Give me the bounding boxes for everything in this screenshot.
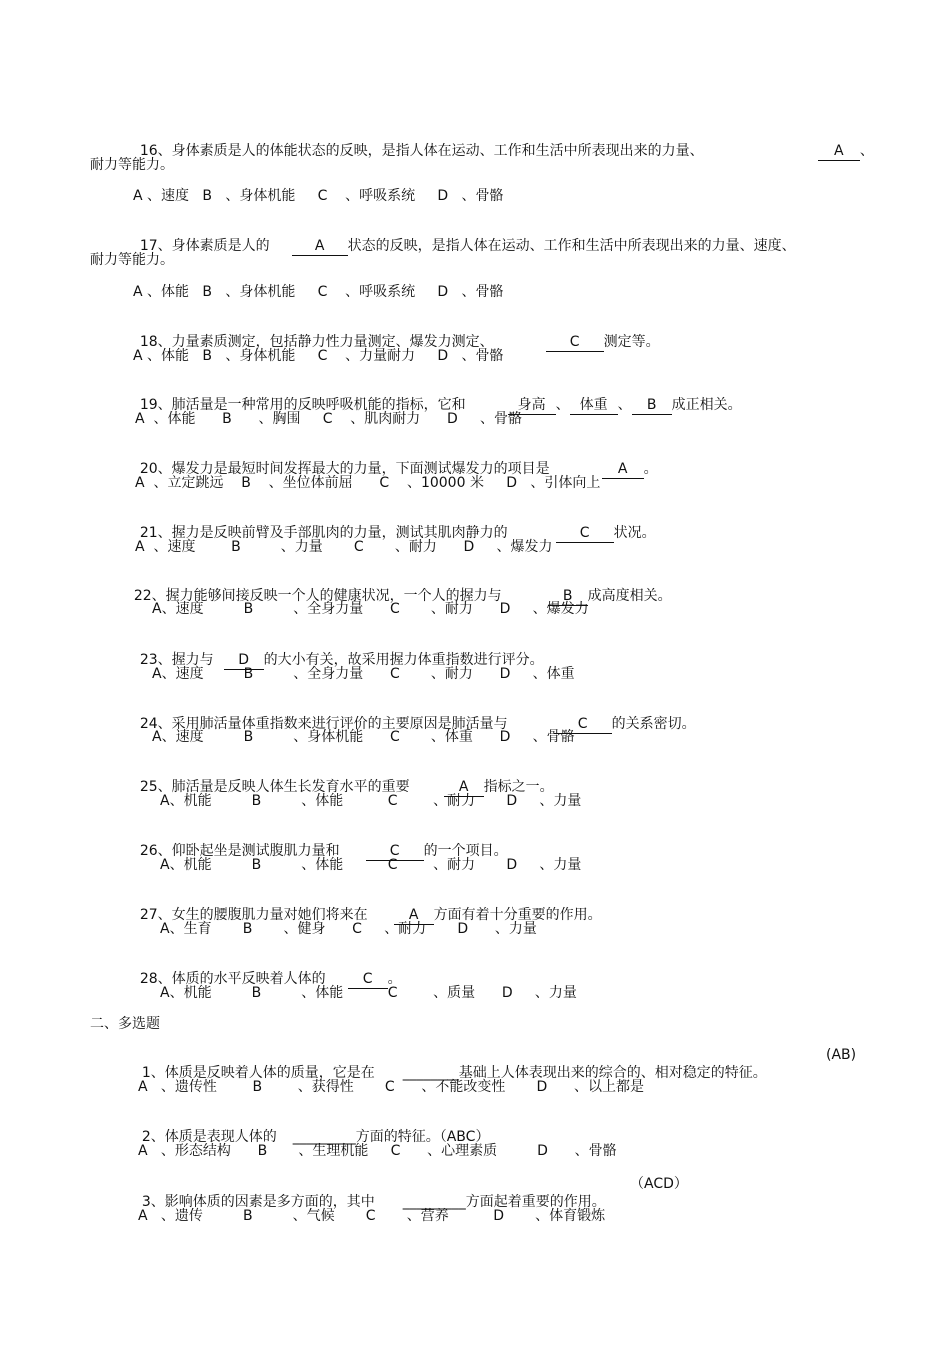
question-18: 18、力量素质测定，包括静力性力量测定、爆发力测定、 C 测定等。 (139, 334, 660, 350)
question-22-options: A、速度 B 、全身力量 C 、耐力 D 、爆发力 (152, 601, 589, 617)
question-17-continued: 耐力等能力。 (90, 252, 174, 268)
question-19-options: A 、体能 B 、胸围 C 、肌肉耐力 D 、骨骼 (135, 411, 523, 427)
question-21: 21、握力是反映前臂及手部肌肉的力量，测试其肌肉静力的 C 状况。 (139, 525, 656, 541)
question-24: 24、采用肺活量体重指数来进行评价的主要原因是肺活量与 C 的关系密切。 (139, 716, 696, 732)
answer-22: B (548, 587, 588, 606)
question-27-options: A、生育 B 、健身 C 、耐力 D 、力量 (160, 921, 537, 937)
question-16-answer-blank (800, 124, 874, 179)
multi-3-blank: _________ (402, 1194, 466, 1210)
question-17-options: A 、体能 B 、身体机能 C 、呼吸系统 D 、骨骼 (133, 284, 504, 300)
answer-20: A (602, 460, 644, 479)
question-28: 28、体质的水平反映着人体的 C 。 (139, 971, 402, 987)
question-16-suffix: 、 (859, 143, 874, 159)
question-18-options: A 、体能 B 、身体机能 C 、力量耐力 D 、骨骼 (133, 348, 504, 364)
question-23-options: A、速度 B 、全身力量 C 、耐力 D 、体重 (152, 666, 575, 682)
question-23: 23、握力与 D 的大小有关，故采用握力体重指数进行评分。 (139, 652, 544, 668)
multi-question-1: 1、体质是反映着人体的质量，它是在 ________基础上人体表现出来的综合的、相对稳定的特征。 (141, 1065, 767, 1081)
multi-1-blank: ________ (402, 1065, 459, 1081)
answer-19-a: 身高 (508, 396, 556, 415)
multi-question-3-options: A 、遗传 B 、气候 C 、营养 D 、体育锻炼 (138, 1208, 606, 1224)
multi-question-3: 3、影响体质的因素是多方面的，其中 _________方面起着重要的作用。 (141, 1194, 606, 1210)
question-20-options: A 、立定跳远 B 、坐位体前屈 C 、10000 米 D 、引体向上 (135, 475, 601, 491)
answer-27: A (394, 906, 434, 925)
answer-26: C (366, 842, 424, 861)
question-16-options: A 、速度 B 、身体机能 C 、呼吸系统 D 、骨骼 (133, 188, 504, 204)
answer-25: A (444, 778, 484, 797)
answer-19-c: B (632, 396, 672, 415)
question-22: 22、握力能够间接反映一个人的健康状况，一个人的握力与 B 成高度相关。 (133, 588, 672, 604)
answer-28: C (348, 970, 388, 989)
question-24-options: A、速度 B 、身体机能 C 、体重 D 、骨骼 (152, 729, 575, 745)
answer-19-b: 体重 (570, 396, 618, 415)
multi-3-answer: （ACD） (630, 1176, 688, 1192)
question-19: 19、肺活量是一种常用的反映呼吸机能的指标，它和 身高 、 体重 、 B 成正相关。 (139, 397, 742, 413)
question-26-options: A、机能 B 、体能 C 、耐力 D 、力量 (160, 857, 582, 873)
question-25: 25、肺活量是反映人体生长发育水平的重要 A 指标之一。 (139, 779, 554, 795)
answer-24: C (554, 715, 612, 734)
multi-2-blank: _________ (292, 1129, 356, 1145)
answer-16: A (818, 142, 860, 161)
question-26: 26、仰卧起坐是测试腹肌力量和 C 的一个项目。 (139, 843, 508, 859)
multi-question-2-options: A 、形态结构 B 、生理机能 C 、心理素质 D 、骨骼 (138, 1143, 617, 1159)
section-heading-multiple-choice: 二、多选题 (90, 1016, 160, 1032)
question-27: 27、女生的腰腹肌力量对她们将来在 A 方面有着十分重要的作用。 (139, 907, 602, 923)
question-25-options: A、机能 B 、体能 C 、耐力 D 、力量 (160, 793, 582, 809)
question-16 (122, 124, 704, 178)
answer-18: C (546, 333, 604, 352)
answer-17: A (292, 237, 348, 256)
answer-21: C (556, 524, 614, 543)
multi-1-answer: (AB) (826, 1047, 857, 1063)
multi-question-1-options: A 、遗传性 B 、获得性 C 、不能改变性 D 、以上都是 (138, 1079, 644, 1095)
multi-question-2: 2、体质是表现人体的 _________方面的特征。（ABC） (141, 1129, 490, 1145)
question-16-continued: 耐力等能力。 (90, 157, 174, 173)
question-28-options: A、机能 B 、体能 C 、质量 D 、力量 (160, 985, 577, 1001)
question-21-options: A 、速度 B 、力量 C 、耐力 D 、爆发力 (135, 539, 553, 555)
question-17: 17、身体素质是人的 A 状态的反映，是指人体在运动、工作和生活中所表现出来的力量、速度、 (139, 238, 796, 254)
answer-23: D (224, 651, 264, 670)
question-20: 20、爆发力是最短时间发挥最大的力量，下面测试爆发力的项目是 A 。 (139, 461, 658, 477)
question-16-text: 16、身体素质是人的体能状态的反映，是指人体在运动、工作和生活中所表现出来的力量、 (139, 143, 704, 159)
